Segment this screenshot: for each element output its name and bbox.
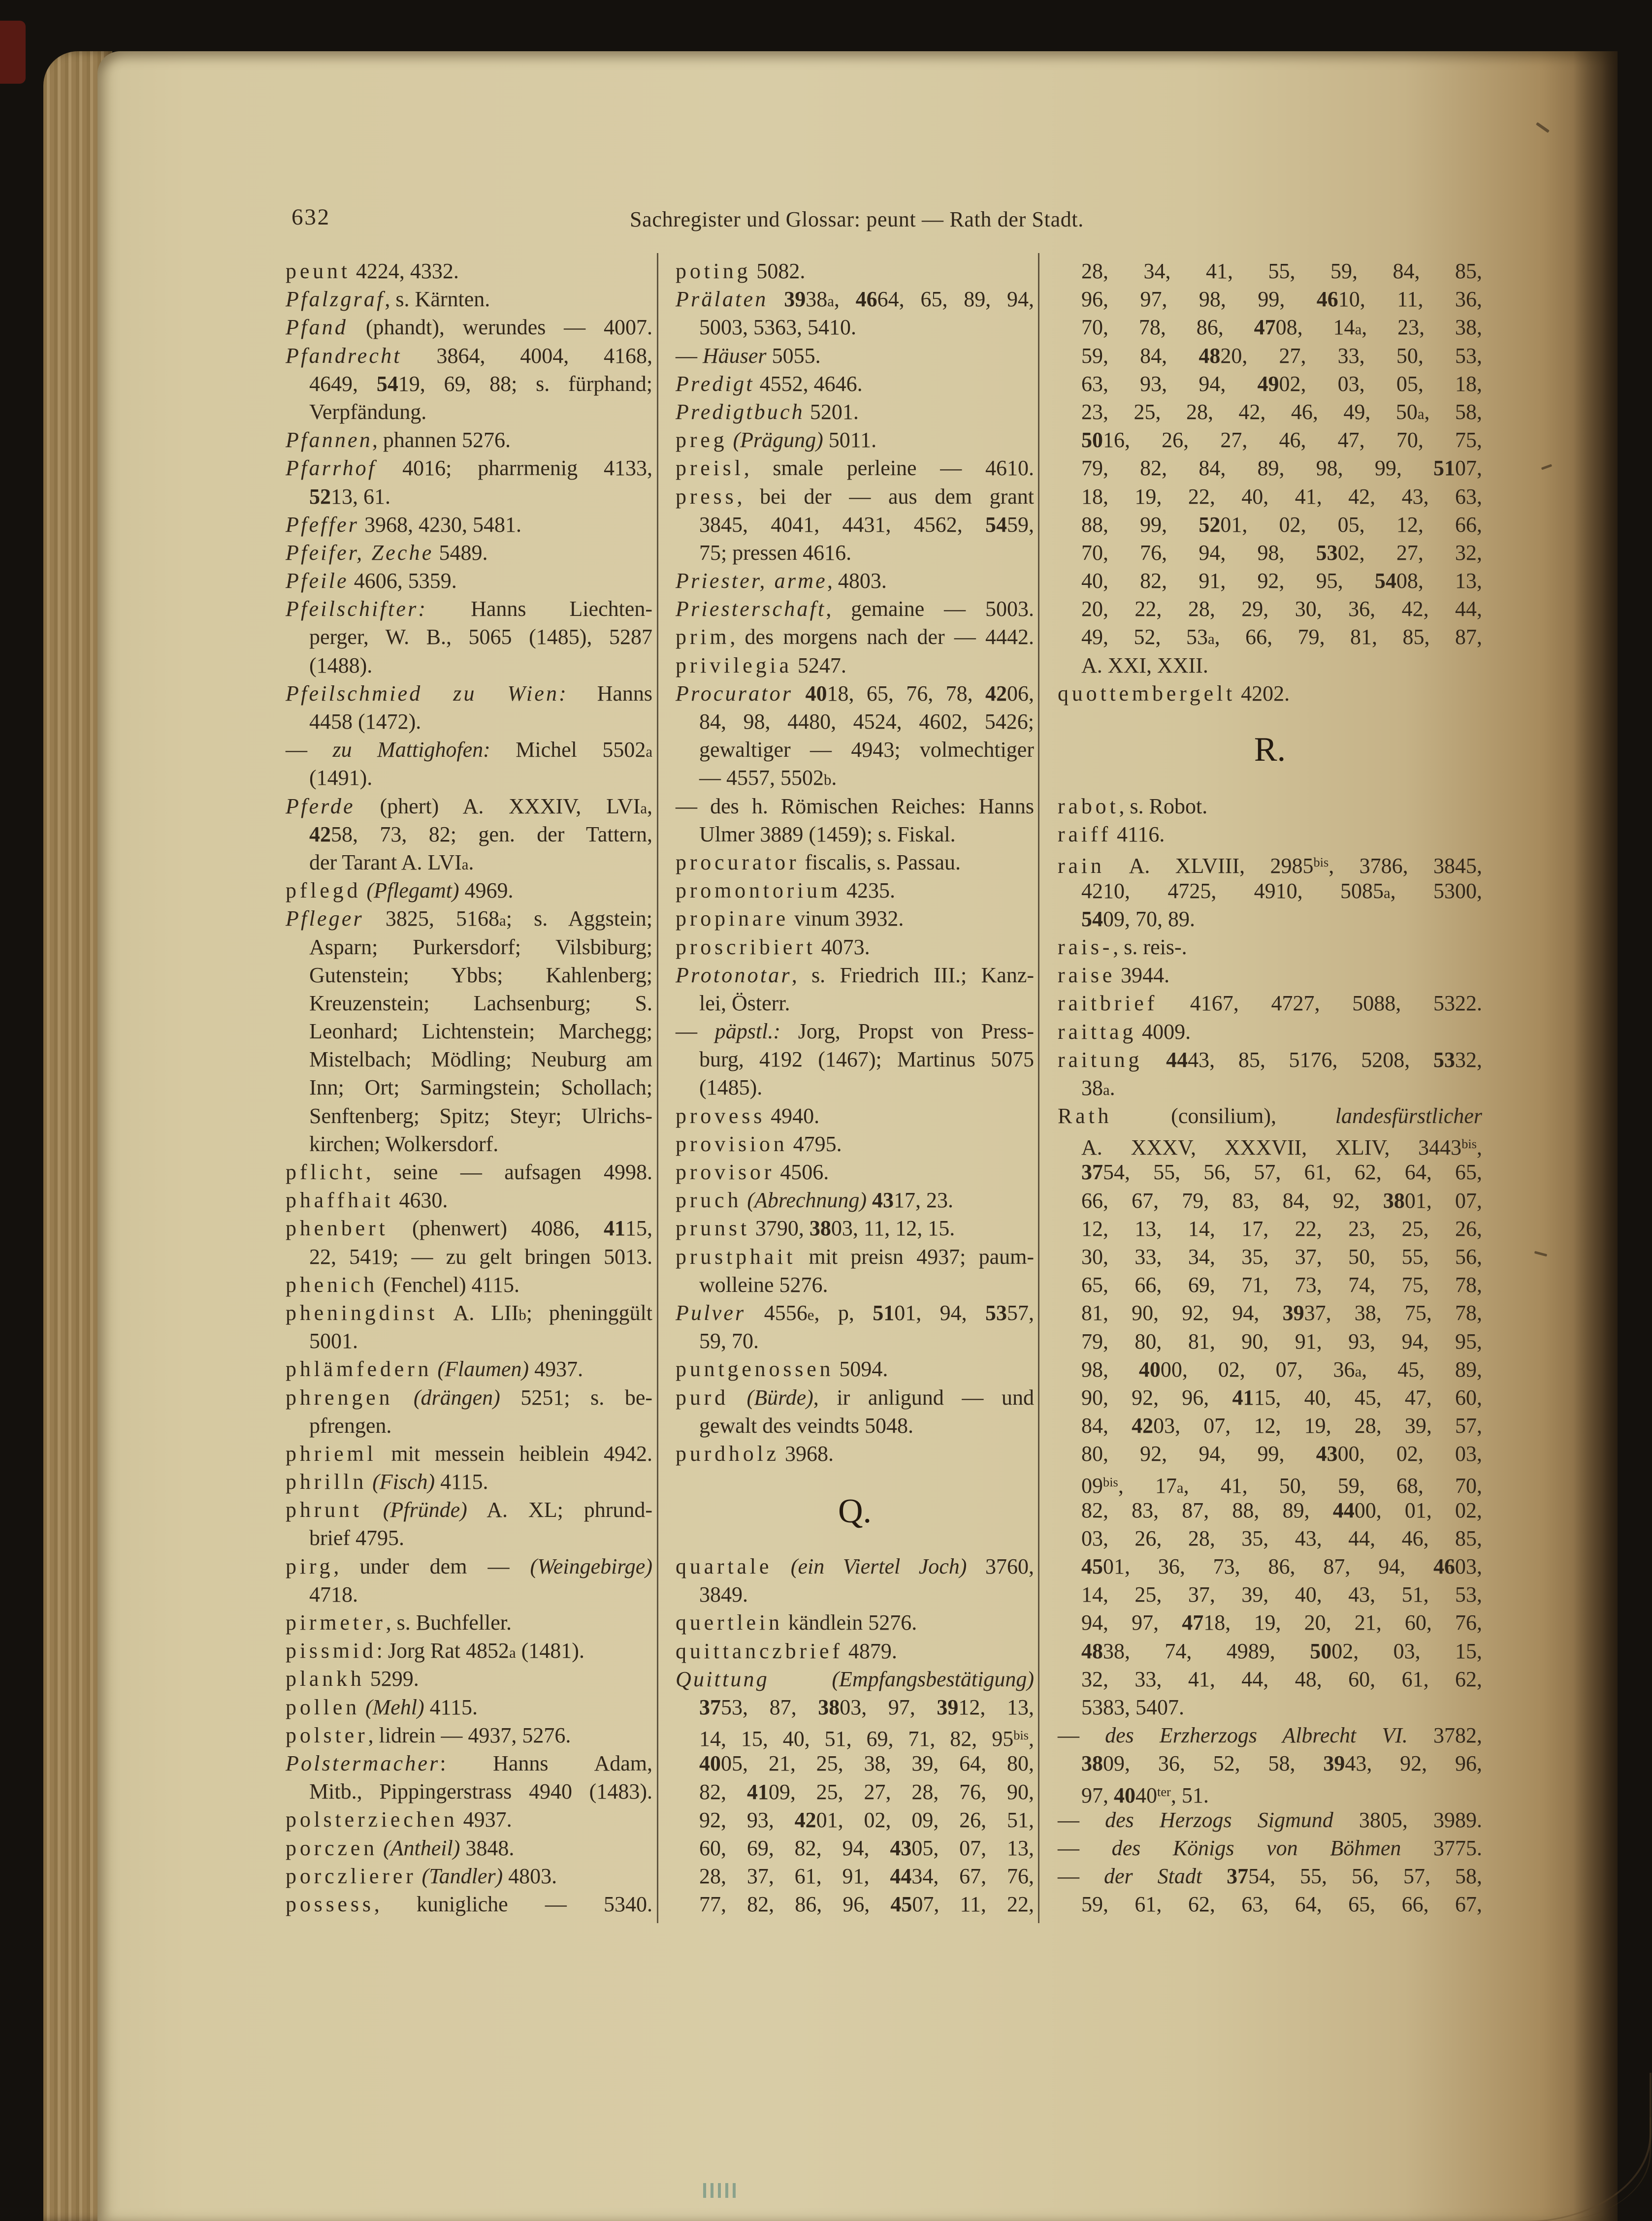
index-line: burg, 4192 (1467); Martinus 5075 [699,1047,1034,1072]
index-line: gewalt des veindts 5048. [699,1413,914,1438]
index-line: Senftenberg; Spitz; Steyr; Ulrichs- [309,1103,652,1128]
index-line: Verpfändung. [309,399,427,424]
index-line: 28, 37, 61, 91, 4434, 67, 76, [699,1864,1035,1889]
index-line: pfrengen. [309,1413,392,1438]
index-line: Mitb., Pippingerstrass 4940 (1483). [309,1779,652,1804]
index-line: 70, 78, 86, 4708, 14a, 23, 38, [1081,315,1483,340]
index-line: preg (Prägung) 5011. [676,428,877,452]
index-line: Priesterschaft, gemaine — 5003. [676,597,1034,621]
index-line: 4501, 36, 73, 86, 87, 94, 4603, [1081,1554,1482,1579]
index-line: Prälaten 3938a, 4664, 65, 89, 94, [676,287,1034,312]
index-line: 77, 82, 86, 96, 4507, 11, 22, [699,1892,1034,1917]
index-line: Procurator 4018, 65, 76, 78, 4206, [676,681,1035,706]
index-line: poting 5082. [676,259,806,283]
index-line: procurator fiscalis, s. Passau. [676,850,961,874]
index-line: gewaltiger — 4943; volmechtiger [699,738,1034,762]
index-line: 40, 82, 91, 92, 95, 5408, 13, [1081,569,1483,593]
index-line: Kreuzenstein; Lachsenburg; S. [309,991,652,1015]
index-line: preisl, smale perleine — 4610. [676,456,1034,481]
index-line: raiff 4116. [1058,822,1165,847]
index-line: 14, 25, 37, 39, 40, 43, 51, 53, [1081,1582,1482,1607]
index-line: prim, des morgens nach der — 4442. [676,625,1034,649]
index-line: 14, 15, 40, 51, 69, 71, 82, $95^{bis}$, [699,1727,1034,1751]
index-line: 5016, 26, 27, 46, 47, 70, 75, [1081,428,1482,452]
binding-shadow [1573,51,1618,2221]
index-line: phenich (Fenchel) 4115. [286,1272,519,1297]
index-line: propinare vinum 3932. [676,906,904,931]
index-line: 59, 70. [699,1329,759,1353]
index-line: quittanczbrief 4879. [676,1639,897,1663]
index-line: Predigtbuch 5201. [676,399,859,424]
index-line: Pfeilschifter: Hanns Liechten- [286,597,652,621]
column-2-upper [676,257,1034,1468]
index-line: 5001. [309,1329,358,1353]
index-line: 97, $4040^{ter}$, 51. [1081,1783,1209,1807]
index-line: — päpstl.: Jorg, Propst von Press- [676,1019,1034,1044]
index-line: provisor 4506. [676,1160,829,1184]
index-line: press, bei der — aus dem grant [676,484,1034,509]
index-line: raise 3944. [1058,963,1170,988]
index-line: 79, 82, 84, 89, 98, 99, 5107, [1081,456,1482,481]
index-line: 23, 25, 28, 42, 46, 49, 50a, 58, [1081,399,1483,424]
index-line: 90, 92, 96, 4115, 40, 45, 47, 60, [1081,1385,1483,1410]
index-line: phrieml mit messein heiblein 4942. [286,1441,652,1466]
index-line: 84, 4203, 07, 12, 19, 28, 39, 57, [1081,1414,1483,1438]
index-line: 3754, 55, 56, 57, 61, 62, 64, 65, [1081,1160,1482,1185]
index-line: prustphait mit preisn 4937; paum- [676,1244,1034,1269]
index-line: lei, Österr. [699,991,790,1015]
index-line: — des Königs von Böhmen 3775. [1058,1835,1483,1860]
index-line: 32, 33, 41, 44, 48, 60, 61, 62, [1081,1667,1482,1691]
page-curl-line [1482,2117,1651,2221]
index-line: 5213, 61. [309,484,390,509]
index-line: (1485). [699,1075,763,1100]
index-line: 66, 67, 79, 83, 84, 92, 3801, 07, [1081,1188,1483,1213]
index-line: Pulver 4556e, p, 5101, 94, 5357, [676,1300,1034,1325]
index-line: prunst 3790, 3803, 11, 12, 15. [676,1216,955,1241]
index-line: 82, 83, 87, 88, 89, 4400, 01, 02, [1081,1498,1483,1522]
index-line: Pfeffer 3968, 4230, 5481. [286,512,521,537]
index-line: pflicht, seine — aufsagen 4998. [286,1160,652,1184]
index-line: promontorium 4235. [676,878,896,903]
index-line: provess 4940. [676,1103,820,1128]
section-heading-r: R. [1254,731,1286,769]
index-line: Predigt 4552, 4646. [676,371,863,396]
index-line: porczlierer (Tandler) 4803. [286,1864,557,1888]
column-1 [286,257,652,1918]
index-line: A. XXXV, XXXVII, XLIV, $3443^{bis}$, [1081,1135,1482,1160]
index-line: quartale (ein Viertel Joch) 3760, [676,1554,1035,1578]
index-line: 4258, 73, 82; gen. der Tattern, [309,822,652,846]
column-3-upper [1058,257,1482,708]
index-line: raitbrief 4167, 4727, 5088, 5322. [1058,991,1482,1016]
index-line: plankh 5299. [286,1667,419,1691]
index-line: Protonotar, s. Friedrich III.; Kanz- [676,963,1034,987]
index-line: rain A. XLVIII, $2985^{bis}$, 3786, 3845, [1058,854,1482,878]
index-line: (1491). [309,766,373,790]
index-line: — Häuser 5055. [676,343,821,368]
index-line: pflegd (Pflegamt) 4969. [286,878,514,903]
index-line: Polstermacher: Hanns Adam, [286,1751,652,1775]
index-line: 92, 93, 4201, 02, 09, 26, 51, [699,1807,1035,1832]
index-line: raittag 4009. [1058,1019,1191,1044]
index-line: wolleine 5276. [699,1272,828,1297]
index-line: puntgenossen 5094. [676,1357,888,1382]
index-line: pirmeter, s. Buchfeller. [286,1610,512,1635]
index-line: phrunt (Pfründe) A. XL; phrund- [286,1498,653,1522]
index-line: Pfeile 4606, 5359. [286,569,457,593]
column-divider-1 [657,253,658,1923]
index-line: 28, 34, 41, 55, 59, 84, 85, [1081,259,1482,283]
index-line: A. XXI, XXII. [1081,653,1208,677]
index-line: Pfarrhof 4016; pharrmenig 4133, [286,456,652,481]
index-line: 5383, 5407. [1081,1695,1184,1719]
index-line: 59, 84, 4820, 27, 33, 50, 53, [1081,343,1483,368]
index-line: Priester, arme, 4803. [676,569,887,593]
index-line: — des Herzogs Sigmund 3805, 3989. [1058,1807,1483,1832]
index-line: 80, 92, 94, 99, 4300, 02, 03, [1081,1442,1483,1466]
index-line: 18, 19, 22, 40, 41, 42, 43, 63, [1081,484,1482,509]
index-line: privilegia 5247. [676,653,846,677]
index-line: 4458 (1472). [309,709,421,734]
index-line: 65, 66, 69, 71, 73, 74, 75, 78, [1081,1273,1482,1297]
index-line: 5003, 5363, 5410. [699,315,856,340]
index-line: purdholz 3968. [676,1441,834,1466]
index-line: rais-, s. reis-. [1058,934,1187,959]
red-corner-mark [0,21,26,84]
index-line: porczen (Antheil) 3848. [286,1835,515,1860]
index-line: Pfalzgraf, s. Kärnten. [286,287,490,312]
index-line: 4005, 21, 25, 38, 39, 64, 80, [699,1751,1034,1776]
index-line: pissmid: Jorg Rat 4852a (1481). [286,1639,584,1663]
index-line: Leonhard; Lichtenstein; Marchegg; [309,1019,652,1044]
index-line: Rath (consilium), landesfürstlicher [1058,1104,1482,1128]
index-line: 59, 61, 62, 63, 64, 65, 66, 67, [1081,1892,1482,1917]
index-line: 4838, 74, 4989, 5002, 03, 15, [1081,1639,1483,1663]
index-line: purd (Bürde), ir anligund — und [676,1385,1035,1410]
index-line: 96, 97, 98, 99, 4610, 11, 36, [1081,287,1482,312]
index-line: 4649, 5419, 69, 88; s. fürphand; [309,371,652,396]
index-line: 4210, 4725, 4910, 5085a, 5300, [1081,878,1483,903]
index-line: 75; pressen 4616. [699,540,852,565]
index-line: Pfleger 3825, 5168a; s. Aggstein; [286,906,652,931]
index-line: Pfandrecht 3864, 4004, 4168, [286,343,652,368]
index-line: pirg, under dem — (Weingebirge) [286,1554,652,1578]
index-line: phenbert (phenwert) 4086, 4115, [286,1216,652,1241]
index-line: 3753, 87, 3803, 97, 3912, 13, [699,1695,1035,1719]
index-line: Pfeilschmied zu Wien: Hanns [286,681,653,706]
index-line: 88, 99, 5201, 02, 05, 12, 66, [1081,512,1483,537]
index-line: Ulmer 3889 (1459); s. Fiskal. [699,822,956,846]
index-line: Pfannen, phannen 5276. [286,428,511,452]
index-line: 63, 93, 94, 4902, 03, 05, 18, [1081,371,1483,396]
index-line: phrilln (Fisch) 4115. [286,1470,488,1494]
index-line: (1488). [309,653,373,677]
index-line: — 4557, 5502b. [699,766,837,790]
index-line: 20, 22, 28, 29, 30, 36, 42, 44, [1081,597,1482,621]
index-line: rabot, s. Robot. [1058,794,1208,818]
index-line: 5409, 70, 89. [1081,906,1195,931]
column-divider-2 [1038,253,1039,1923]
index-line: 12, 13, 14, 17, 22, 23, 25, 26, [1081,1216,1482,1241]
index-line: Pferde (phert) A. XXXIV, LVIa, [286,794,652,818]
index-line: pheningdinst A. LIIb; pheninggült [286,1300,652,1325]
index-line: brief 4795. [309,1526,405,1550]
index-line: $09^{bis}$, 17a, 41, 50, 59, 68, 70, [1081,1473,1483,1498]
index-line: phaffhait 4630. [286,1188,448,1213]
index-line: 60, 69, 82, 94, 4305, 07, 13, [699,1835,1035,1860]
index-line: Pfeifer, Zeche 5489. [286,540,488,565]
index-line: 70, 76, 94, 98, 5302, 27, 32, [1081,540,1483,565]
column-3-lower [1058,792,1482,1919]
page-number: 632 [292,204,330,230]
index-line: peunt 4224, 4332. [286,259,459,283]
index-line: 30, 33, 34, 35, 37, 50, 55, 56, [1081,1245,1482,1269]
index-line: perger, W. B., 5065 (1485), 5287 [309,625,652,649]
index-line: 4718. [309,1582,358,1607]
column-2-lower [676,1552,1034,1918]
index-line: — des Erzherzogs Albrecht VI. 3782, [1058,1723,1482,1748]
index-line: der Tarant A. LVIa. [309,850,474,874]
index-line: phrengen (drängen) 5251; s. be- [286,1385,653,1410]
index-line: proscribiert 4073. [676,934,870,959]
index-line: 82, 4109, 25, 27, 28, 76, 90, [699,1779,1035,1804]
index-line: raitung 4443, 85, 5176, 5208, 5332, [1058,1047,1483,1072]
index-line: — zu Mattighofen: Michel 5502a [286,738,652,762]
index-line: Gutenstein; Ybbs; Kahlenberg; [309,963,652,987]
index-line: Inn; Ort; Sarmingstein; Schollach; [309,1075,652,1100]
index-line: 22, 5419; — zu gelt bringen 5013. [309,1244,652,1269]
index-line: possess, kunigliche — 5340. [286,1892,652,1916]
index-line: 94, 97, 4718, 19, 20, 21, 60, 76, [1081,1610,1483,1635]
index-line: Quittung (Empfangsbestätigung) [676,1667,1034,1691]
index-line: 3849. [699,1582,748,1607]
index-line: quottembergelt 4202. [1058,681,1290,706]
index-line: pruch (Abrechnung) 4317, 23. [676,1188,954,1213]
index-line: quertlein kändlein 5276. [676,1610,917,1635]
index-line: Mistelbach; Mödling; Neuburg am [309,1047,652,1072]
index-line: kirchen; Wolkersdorf. [309,1131,499,1156]
index-line: phlämfedern (Flaumen) 4937. [286,1357,583,1382]
index-line: — der Stadt 3754, 55, 56, 57, 58, [1058,1864,1482,1889]
index-line: polsterziechen 4937. [286,1807,512,1832]
index-line: 38a. [1081,1075,1115,1100]
index-line: provision 4795. [676,1131,842,1156]
index-line: 3845, 4041, 4431, 4562, 5459, [699,512,1034,537]
index-line: 98, 4000, 02, 07, 36a, 45, 89, [1081,1357,1483,1382]
index-line: 84, 98, 4480, 4524, 4602, 5426; [699,709,1034,734]
running-header: Sachregister und Glossar: peunt — Rath der Stadt. [630,207,1084,231]
index-line: 49, 52, 53a, 66, 79, 81, 85, 87, [1081,625,1483,649]
index-line: 3809, 36, 52, 58, 3943, 92, 96, [1081,1751,1483,1776]
index-line: 81, 90, 92, 94, 3937, 38, 75, 78, [1081,1301,1483,1325]
library-stamp-mark [703,2183,739,2198]
index-line: pollen (Mehl) 4115. [286,1695,478,1719]
index-line: Pfand (phandt), werundes — 4007. [286,315,652,340]
index-line: polster, lidrein — 4937, 5276. [286,1723,571,1747]
index-line: 79, 80, 81, 90, 91, 93, 94, 95, [1081,1329,1482,1353]
section-heading-q: Q. [838,1492,872,1530]
index-line: 03, 26, 28, 35, 43, 44, 46, 85, [1081,1526,1482,1550]
index-line: — des h. Römischen Reiches: Hanns [676,794,1034,818]
index-line: Asparn; Purkersdorf; Vilsbiburg; [309,934,652,959]
